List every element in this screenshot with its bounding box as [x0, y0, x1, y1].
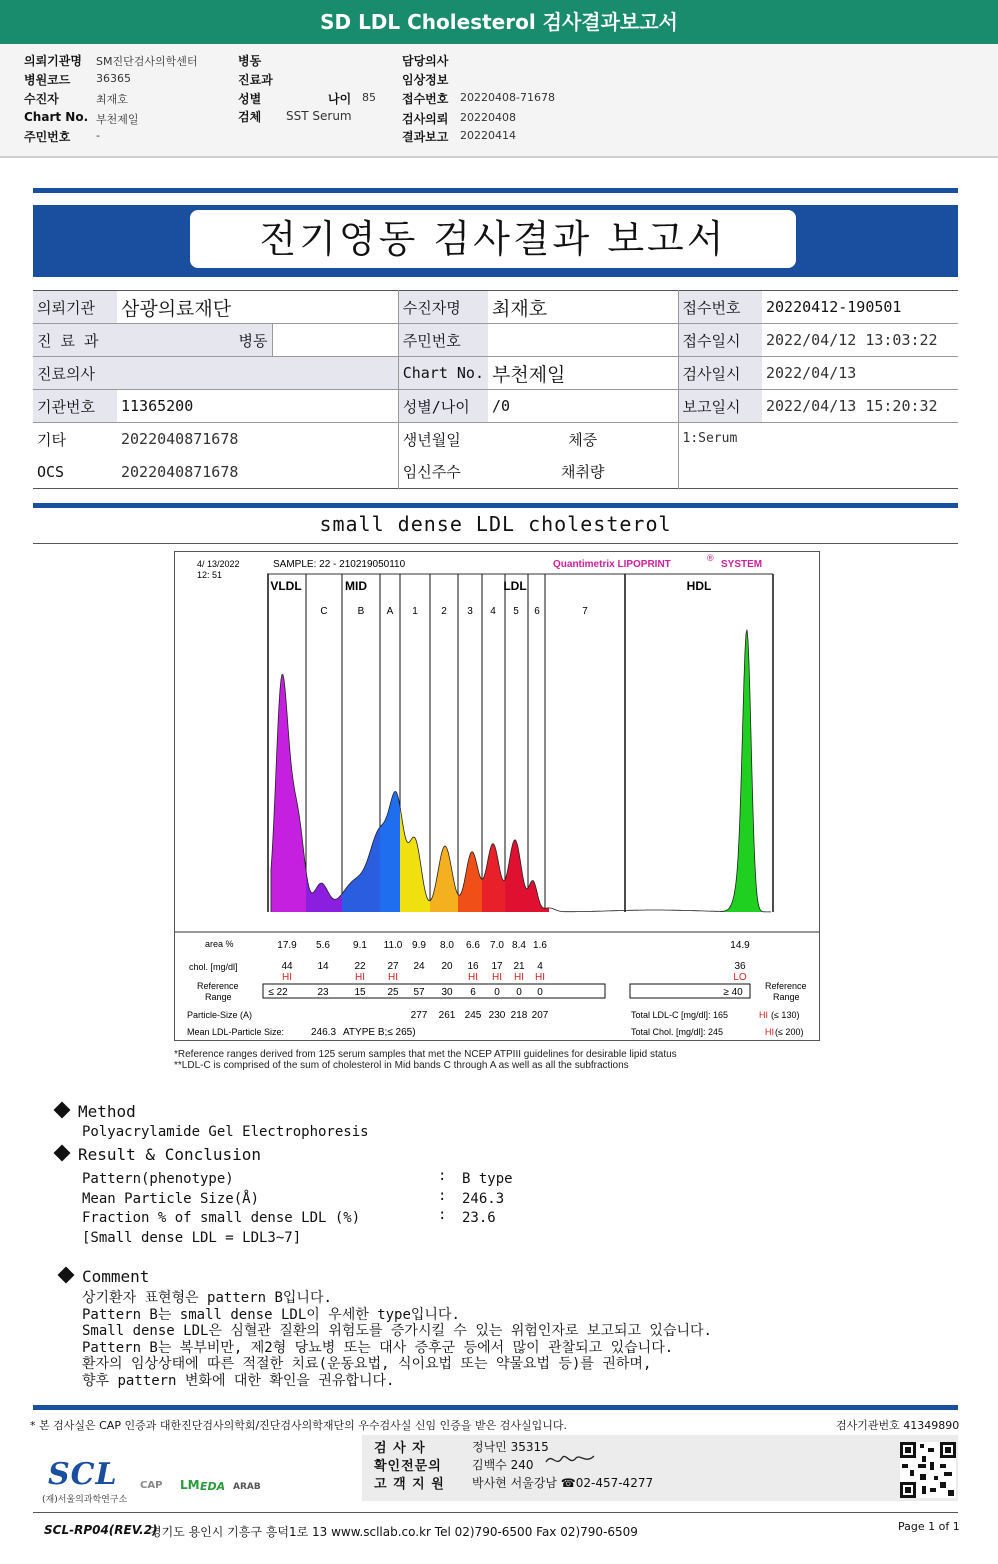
value: 병동	[117, 324, 272, 357]
label: 생년월일	[402, 430, 461, 449]
result-key: Fraction % of small dense LDL (%)	[82, 1210, 361, 1226]
label: 주민번호	[398, 324, 488, 357]
band-area	[400, 807, 430, 913]
label: 진료의사	[33, 357, 117, 390]
bullet-icon	[54, 1102, 71, 1119]
ref-value: 15	[354, 987, 366, 998]
comment-line: Pattern B는 small dense LDL이 우세한 type입니다.	[82, 1307, 460, 1323]
particle-value: 218	[510, 1010, 528, 1021]
lipoprint-chart	[174, 551, 820, 1041]
chol-value: 36	[734, 961, 746, 972]
divider	[33, 503, 958, 508]
particle-value: 261	[438, 1010, 456, 1021]
label: 접수번호	[678, 291, 762, 324]
value: 삼광의료재단	[117, 291, 398, 324]
qr-code-icon	[900, 1442, 956, 1498]
ref-value: 0	[516, 987, 522, 998]
result-heading: Result & Conclusion	[56, 1145, 261, 1164]
chol-value: 27	[387, 961, 399, 972]
hdr-value: SST Serum	[286, 109, 352, 123]
label: 확인전문의	[374, 1459, 442, 1474]
header-info	[0, 44, 998, 158]
band-label: 7	[582, 606, 588, 617]
group-label: VLDL	[270, 579, 302, 593]
band-area	[342, 827, 380, 912]
band-label: B	[357, 606, 365, 617]
band-label: 3	[467, 606, 473, 617]
ref-value: 6	[470, 987, 476, 998]
label: 의뢰기관	[33, 291, 117, 324]
chol-value: 22	[354, 961, 366, 972]
area-value: 9.9	[412, 940, 426, 951]
total-chol: Total Chol. [mg/dl]: 245	[631, 1027, 724, 1037]
value: 정낙민 35315	[472, 1440, 549, 1454]
value: 2022040871678	[117, 423, 398, 456]
hdr-value: 최재호	[96, 93, 128, 106]
mean-label: Mean LDL-Particle Size:	[187, 1027, 285, 1037]
band-label: 1	[412, 606, 418, 617]
specimen-value: 1:Serum	[682, 431, 738, 446]
chart-sample: SAMPLE: 22 - 210219050110	[273, 559, 406, 570]
hdr-key: 담당의사	[402, 54, 449, 68]
comment-heading: Comment	[60, 1267, 149, 1286]
area-label: area %	[205, 939, 234, 949]
bullet-icon	[58, 1267, 75, 1284]
chol-value: 4	[537, 961, 543, 972]
hdr-value: SM진단검사의학센터	[96, 55, 198, 68]
total-ldl: Total LDL-C [mg/dl]: 165	[631, 1010, 729, 1020]
area-value: 6.6	[466, 940, 480, 951]
ref-label: Reference	[197, 981, 239, 991]
label: 보고일시	[678, 390, 762, 423]
label: 고 객 지 원	[374, 1477, 445, 1492]
ref-label-right: Reference	[765, 981, 807, 991]
ref-value: 0	[537, 987, 543, 998]
chol-value: 44	[281, 961, 293, 972]
chol-value: 16	[467, 961, 479, 972]
total-ldl-flag: HI	[759, 1010, 768, 1020]
hdr-key: 성별	[238, 92, 262, 106]
hdr-key: 임상정보	[402, 73, 449, 87]
patient-info-table	[33, 290, 958, 489]
band-area	[380, 791, 400, 912]
area-value: 7.0	[490, 940, 504, 951]
band-label: 6	[534, 606, 540, 617]
area-value: 8.4	[512, 940, 526, 951]
signature-block	[362, 1435, 958, 1501]
flag-value: LO	[733, 972, 747, 983]
hdr-key: 병동	[238, 54, 262, 68]
hdr-key: 검사의뢰	[402, 112, 449, 126]
result-key: Pattern(phenotype)	[82, 1171, 234, 1187]
result-note: [Small dense LDL = LDL3~7]	[82, 1230, 302, 1246]
hdr-key: Chart No.	[24, 110, 89, 124]
flag-value: HI	[492, 972, 502, 983]
value: 2022/04/12 13:03:22	[766, 331, 938, 349]
particle-value: 230	[488, 1010, 506, 1021]
ref-value: ≤ 22	[268, 987, 288, 998]
area-value: 17.9	[277, 940, 297, 951]
value	[488, 324, 678, 357]
group-label: LDL	[503, 579, 527, 593]
hdr-key: 나이	[328, 92, 352, 106]
label: 성별/나이	[398, 390, 488, 423]
ref-value: 23	[317, 987, 329, 998]
total-chol-ref: (≤ 200)	[775, 1027, 804, 1037]
chol-value: 14	[317, 961, 329, 972]
page-number: Page 1 of 1	[898, 1520, 960, 1533]
value: /0	[488, 390, 678, 423]
band-label: 4	[490, 606, 496, 617]
flag-value: HI	[282, 972, 292, 983]
ref-value: 0	[494, 987, 500, 998]
band-label: 5	[513, 606, 519, 617]
method-heading: Method	[56, 1102, 136, 1121]
label: 채취량	[488, 456, 678, 489]
lab-address: 경기도 용인시 기흥구 흥덕1로 13 www.scllab.co.kr Tel 02)790-6500 Fax 02)790-6509	[150, 1525, 638, 1539]
flag-value: HI	[355, 972, 365, 983]
hdr-value: 36365	[96, 72, 131, 85]
value: 2022040871678	[117, 456, 398, 489]
label: 임신주수	[402, 463, 461, 482]
area-value: 5.6	[316, 940, 330, 951]
value	[117, 357, 398, 390]
value: 2022/04/13	[766, 364, 857, 382]
particle-value: 245	[464, 1010, 482, 1021]
comment-line: 향후 pattern 변화에 대한 확인을 권유합니다.	[82, 1373, 395, 1389]
lm-logo: LM	[180, 1478, 200, 1492]
footnote: *Reference ranges derived from 125 serum samples that met the NCEP ATPIII guidelines for desirable lipid status	[174, 1049, 677, 1060]
hdr-key: 주민번호	[24, 130, 71, 144]
value: 최재호	[488, 291, 678, 324]
label: 진 료 과	[33, 324, 117, 357]
result-key: Mean Particle Size(Å)	[82, 1191, 260, 1207]
chol-value: 24	[413, 961, 425, 972]
band-area	[271, 675, 306, 913]
divider	[33, 1405, 958, 1410]
band-label: 2	[441, 606, 447, 617]
hdr-key: 의뢰기관명	[24, 54, 82, 68]
label: OCS	[37, 462, 65, 481]
cap-logo: CAP	[140, 1480, 163, 1491]
chol-value: 20	[441, 961, 453, 972]
mean-type: ATYPE B;≤ 265)	[343, 1027, 416, 1038]
divider	[33, 1512, 958, 1513]
hdr-value: 20220408-71678	[460, 91, 555, 104]
hdr-value: 20220408	[460, 111, 516, 124]
result-value: 23.6	[462, 1210, 496, 1226]
chart-brand-reg: ®	[707, 553, 714, 563]
hdr-value: 20220414	[460, 129, 516, 142]
cert-note: * 본 검사실은 CAP 인증과 대한진단검사의학회/진단검사의학재단의 우수검사실 신임 인증을 받은 검사실입니다.	[30, 1419, 568, 1432]
label: 체중	[488, 423, 678, 456]
hdr-value: 85	[362, 91, 376, 104]
chart-brand-system: SYSTEM	[721, 559, 763, 570]
ref-hdl: ≥ 40	[723, 987, 743, 998]
hdr-key: 진료과	[238, 73, 273, 87]
flag-value: HI	[388, 972, 398, 983]
divider	[33, 543, 958, 544]
signature-image	[542, 1448, 602, 1470]
label: 기관번호	[33, 390, 117, 423]
hdr-key: 병원코드	[24, 73, 71, 87]
flag-value: HI	[468, 972, 478, 983]
value: 2022/04/13 15:20:32	[766, 397, 938, 415]
hdr-key: 접수번호	[402, 92, 449, 106]
area-value: 8.0	[440, 940, 454, 951]
band-label: C	[320, 606, 328, 617]
comment-line: 환자의 임상상태에 따른 적절한 치료(운동요법, 식이요법 또는 약물요법 등)를 권하며,	[82, 1356, 652, 1372]
total-chol-flag: HI	[765, 1027, 774, 1037]
footnote: **LDL-C is comprised of the sum of cholesterol in Mid bands C through A as well as all the subfractions	[174, 1060, 629, 1071]
eda-logo: EDA	[200, 1480, 226, 1493]
scl-logo-sub: (재)서울의과학연구소	[42, 1495, 128, 1505]
particle-value: 277	[410, 1010, 428, 1021]
label: 검 사 자	[374, 1441, 426, 1456]
bullet-icon	[54, 1145, 71, 1162]
ref-label: Range	[205, 992, 232, 1002]
mean-value: 246.3	[311, 1027, 337, 1038]
chart-time: 12: 51	[197, 570, 223, 580]
result-value: 246.3	[462, 1191, 505, 1207]
group-label: MID	[345, 579, 367, 593]
band-area	[306, 870, 342, 912]
area-value: 1.6	[533, 940, 547, 951]
electrophoresis-chart	[175, 552, 819, 1040]
value: 박사현 서울강남 ☎02-457-4277	[472, 1476, 654, 1490]
ref-value: 25	[387, 987, 399, 998]
hdr-key: 결과보고	[402, 130, 449, 144]
ref-box	[263, 984, 605, 998]
label: 검사일시	[678, 357, 762, 390]
arab-logo: ARAB	[233, 1482, 261, 1492]
area-value: 11.0	[383, 940, 403, 951]
chol-value: 17	[491, 961, 503, 972]
result-value: B type	[462, 1171, 513, 1187]
form-code: SCL-RP04(REV.2)	[44, 1523, 158, 1537]
report-top-title: SD LDL Cholesterol 검사결과보고서	[0, 0, 998, 44]
lab-number: 검사기관번호 41349890	[836, 1419, 960, 1432]
label: 수진자명	[398, 291, 488, 324]
chol-value: 21	[513, 961, 525, 972]
group-label: HDL	[686, 579, 712, 593]
hdr-value: -	[96, 129, 100, 142]
chart-brand: Quantimetrix LIPOPRINT	[553, 559, 671, 570]
method-text: Polyacrylamide Gel Electrophoresis	[82, 1124, 369, 1140]
scl-logo: SCL	[48, 1457, 118, 1492]
ref-value: 30	[441, 987, 453, 998]
report-title: 전기영동 검사결과 보고서	[190, 210, 796, 268]
comment-line: Small dense LDL은 심혈관 질환의 위험도를 증가시킬 수 있는 위험인자로 보고되고 있습니다.	[82, 1323, 712, 1339]
value: 11365200	[117, 390, 398, 423]
chart-date: 4/ 13/2022	[197, 559, 240, 569]
value: 20220412-190501	[766, 298, 902, 316]
section-title: small dense LDL cholesterol	[319, 512, 672, 536]
hdr-value: 부천제일	[96, 113, 139, 126]
total-ldl-ref: (≤ 130)	[771, 1010, 800, 1020]
band-area	[505, 840, 528, 912]
particle-label: Particle-Size (A)	[187, 1010, 253, 1020]
chol-label: chol. [mg/dl]	[189, 962, 238, 972]
band-area	[528, 881, 549, 912]
hdr-key: 수진자	[24, 92, 59, 106]
area-value: 14.9	[730, 940, 750, 951]
comment-line: 상기환자 표현형은 pattern B입니다.	[82, 1290, 332, 1306]
hdr-key: 검체	[238, 110, 262, 124]
divider	[33, 188, 958, 193]
band-area	[720, 630, 765, 912]
value: 김백수 240	[472, 1458, 534, 1472]
ref-label-right: Range	[773, 992, 800, 1002]
flag-value: HI	[535, 972, 545, 983]
comment-line: Pattern B는 복부비만, 제2형 당뇨병 또는 대사 증후군 등에서 많이 관찰되고 있습니다.	[82, 1340, 674, 1356]
band-area	[458, 852, 482, 912]
value: 부천제일	[488, 357, 678, 390]
particle-value: 207	[531, 1010, 549, 1021]
label: 접수일시	[678, 324, 762, 357]
label: 기타	[37, 430, 66, 449]
ref-value: 57	[413, 987, 425, 998]
label: Chart No.	[398, 357, 488, 390]
area-value: 9.1	[353, 940, 367, 951]
flag-value: HI	[514, 972, 524, 983]
band-label: A	[386, 606, 394, 617]
